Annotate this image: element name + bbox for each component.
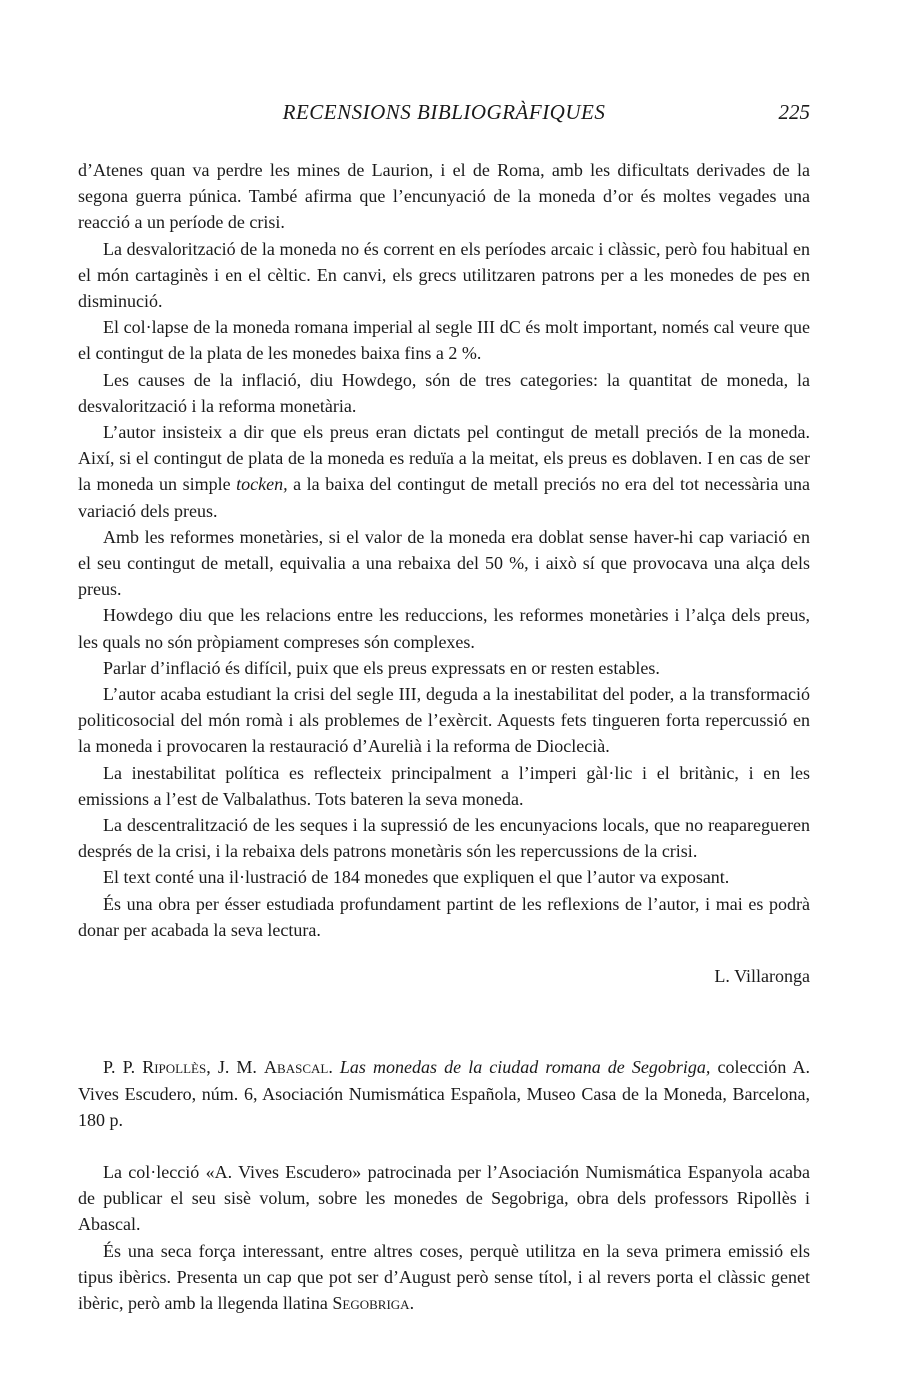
paragraph: La col·lecció «A. Vives Escudero» patrocinada per l’Asociación Numismática Espanyola acaba de publicar el seu sisè volum, sobre les monedes de Segobriga, obra dels professors Ripollès i Abascal. xyxy=(78,1161,810,1235)
book-title: Las monedas de la ciudad romana de Segobriga, xyxy=(339,1057,711,1078)
running-title: RECENSIONS BIBLIOGRÀFIQUES xyxy=(282,100,606,124)
paragraph: Howdego diu que les relacions entre les reduccions, les reformes monetàries i l’alça dels preus, les quals no són pròpiament compreses són complexes. xyxy=(78,605,810,652)
paragraph: La inestabilitat política es reflecteix principalment a l’imperi gàl·lic i el britànic, i en les emissions a l’est de Valbalathus. Tots bateren la seva moneda. xyxy=(78,762,810,809)
paragraph: El col·lapse de la moneda romana imperial al segle III dC és molt important, només cal veure que el contingut de la plata de les monedes baixa fins a 2 %. xyxy=(78,317,810,364)
paragraph: d’Atenes quan va perdre les mines de Laurion, i el de Roma, amb les dificultats derivades de la segona guerra púnica. També afirma que l’encunyació de la moneda d’or és moltes vegades una reacció a un període de crisi. xyxy=(78,160,810,233)
text-run: colección A. Vives Escudero, núm. 6, Asociación Numismática Española, Museo Casa de la Moneda, Barcelona, 180 p. xyxy=(78,1057,811,1130)
italic-term: tocken, xyxy=(236,474,288,495)
paragraph xyxy=(78,419,810,524)
text-run: . xyxy=(328,1057,340,1078)
paragraph: El text conté una il·lustració de 184 monedes que expliquen el que l’autor va exposant. xyxy=(103,867,730,888)
author-name: Ripollès xyxy=(142,1057,207,1078)
text-run: És una seca força interessant, entre altres coses, perquè utilitza en la seva primera emissió els tipus ibèrics. Presenta un cap que pot ser d’August però sense títol, i al revers porta el clàssic genet ibèric, però amb la llegenda llatina xyxy=(78,1240,810,1313)
paragraph: La descentralització de les seques i la supressió de les encunyacions locals, que no reaparegueren després de la crisi, i la rebaixa dels patrons monetàris són les repercussions de la crisi. xyxy=(78,815,810,862)
paragraph: La desvalorització de la moneda no és corrent en els períodes arcaic i clàssic, però fou habitual en el món cartaginès i en el cèltic. En canvi, els grecs utilitzaren patrons per a les monedes de pes en disminució. xyxy=(78,238,810,312)
page-number: 225 xyxy=(778,100,810,124)
author-name: Abascal xyxy=(264,1057,329,1078)
signature: L. Villaronga xyxy=(714,966,810,987)
text-run: P. P. xyxy=(103,1057,143,1078)
page-header xyxy=(78,98,810,130)
text-run: a la baixa del contingut de metall preciós no era del tot necessària una variació dels preus. xyxy=(78,474,811,521)
paragraph xyxy=(78,1238,810,1317)
text-run: , J. M. xyxy=(206,1057,265,1078)
text-run: . xyxy=(409,1292,415,1313)
paragraph: L’autor acaba estudiant la crisi del segle III, deguda a la inestabilitat del poder, a la transformació politicosocial del món romà i als problemes de l’exèrcit. Aquests fets tingueren forta repercussió en la moneda i provocaren la restauració d’Aurelià i la reforma de Dioclecià. xyxy=(78,684,810,757)
paragraph: És una obra per ésser estudiada profundament partint de les reflexions de l’autor, i mai es podrà donar per acabada la seva lectura. xyxy=(78,893,810,940)
paragraph: Parlar d’inflació és difícil, puix que els preus expressats en or resten estables. xyxy=(103,657,660,678)
review-heading xyxy=(78,1054,810,1133)
body-text xyxy=(78,157,810,1316)
paragraph: Les causes de la inflació, diu Howdego, són de tres categories: la quantitat de moneda, la desvalorització i la reforma monetària. xyxy=(78,369,810,416)
legend-term: Segobriga xyxy=(332,1292,410,1313)
text-run: L’autor insisteix a dir que els preus eran dictats pel contingut de metall preciós de la moneda. Així, si el contingut de plata de la moneda es reduïa a la meitat, els preus es doblaven. I en cas de ser la moneda un simple xyxy=(78,422,810,495)
paragraph: Amb les reformes monetàries, si el valor de la moneda era doblat sense haver-hi cap variació en el seu contingut de metall, equivalia a una rebaixa del 50 %, i això sí que provocava una alça dels preus. xyxy=(78,526,810,600)
